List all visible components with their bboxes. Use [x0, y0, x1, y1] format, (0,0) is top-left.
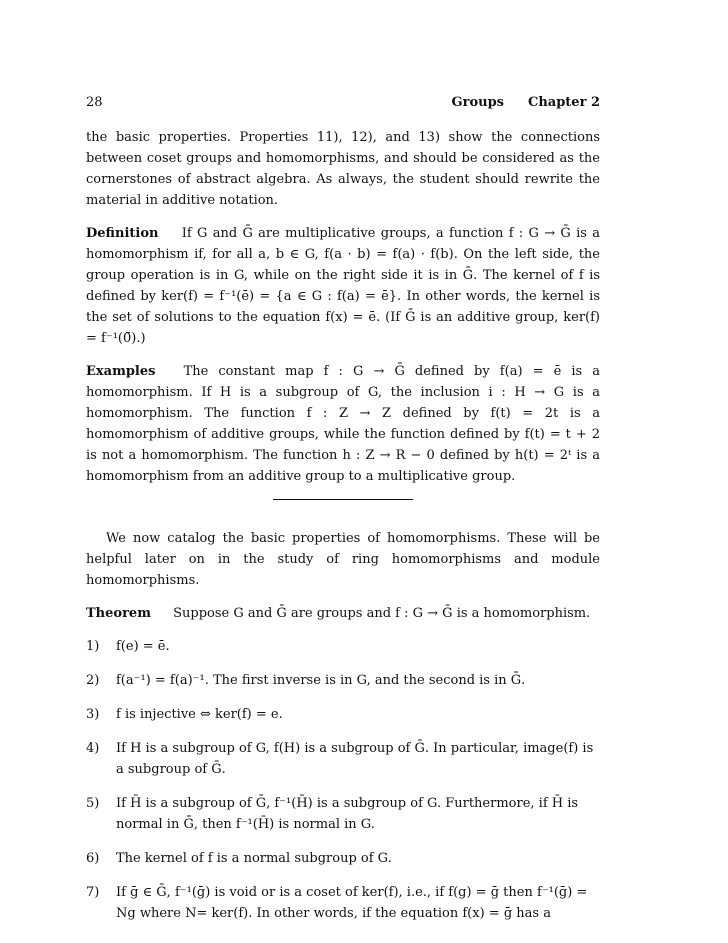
property-number: 4) — [86, 741, 100, 756]
catalog-paragraph: We now catalog the basic properties of homomorphisms. These will be helpful later on in the study of ring homomorphisms and module homomorphisms. — [86, 531, 600, 588]
page-number: 28 — [86, 95, 103, 110]
intro-paragraph: the basic properties. Properties 11), 12), and 13) show the connections between coset groups and homomorphisms, and should be considered as the cornerstones of abstract algebra. As always, the student should rewrite the material in additive notation. — [86, 130, 600, 208]
property-text: f is injective ⇔ ker(f) = e. — [116, 707, 283, 722]
property-number: 6) — [86, 851, 100, 866]
property-text: If H is a subgroup of G, f(H) is a subgroup of Ḡ. In particular, image(f) is a subgroup of Ḡ. — [116, 741, 594, 777]
property-item — [86, 670, 600, 691]
header-right — [452, 92, 601, 113]
property-item — [86, 738, 600, 780]
running-header — [86, 92, 600, 113]
property-text: f(a⁻¹) = f(a)⁻¹. The first inverse is in G, and the second is in Ḡ. — [116, 673, 526, 688]
definition-label: Definition — [86, 226, 159, 241]
definition-paragraph — [86, 223, 600, 349]
property-text: If ḡ ∈ Ḡ, f⁻¹(ḡ) is void or is a coset of ker(f), i.e., if f(g) = ḡ then f⁻¹(ḡ) = Ng where N= ker(f). In other words, if the equation f(x) = ḡ has a — [116, 885, 588, 921]
examples-label: Examples — [86, 364, 156, 379]
property-number: 1) — [86, 639, 100, 654]
property-item — [86, 882, 600, 924]
property-item — [86, 636, 600, 657]
examples-paragraph — [86, 361, 600, 487]
property-item — [86, 704, 600, 725]
theorem-text: Suppose G and Ḡ are groups and f : G → Ḡ is a homomorphism. — [173, 606, 591, 621]
property-list — [86, 636, 600, 924]
property-text: f(e) = ē. — [116, 639, 170, 654]
property-number: 5) — [86, 796, 100, 811]
theorem-paragraph — [86, 603, 600, 624]
section-title: Groups — [451, 95, 504, 110]
theorem-label: Theorem — [86, 606, 151, 621]
property-text: If H̄ is a subgroup of Ḡ, f⁻¹(H̄) is a subgroup of G. Furthermore, if H̄ is normal in Ḡ, then f⁻¹(H̄) is normal in G. — [116, 796, 579, 832]
property-text: The kernel of f is a normal subgroup of G. — [116, 851, 392, 866]
section-divider — [273, 499, 413, 500]
page — [86, 92, 600, 937]
property-item — [86, 848, 600, 869]
property-number: 3) — [86, 707, 100, 722]
examples-text: The constant map f : G → Ḡ defined by f(a) = ē is a homomorphism. If H is a subgroup of G, the inclusion i : H → G is a homomorphism. The function f : Z → Z defined by f(t) = 2t is a homomorphism of additive groups, while the function defined by f(t) = t + 2 is not a homomorphism. The function h : Z → R − 0 defined by h(t) = 2ᵗ is a homomorphism from an additive group to a multiplicative group. — [86, 364, 600, 484]
chapter-title: Chapter 2 — [527, 95, 600, 110]
property-number: 7) — [86, 885, 100, 900]
definition-text: If G and Ḡ are multiplicative groups, a function f : G → Ḡ is a homomorphism if, for all a, b ∈ G, f(a · b) = f(a) · f(b). On the left side, the group operation is in G, while on the right side it is in Ḡ. The kernel of f is defined by ker(f) = f⁻¹(ē) = {a ∈ G : f(a) = ē}. In other words, the kernel is the set of solutions to the equation f(x) = ē. (If Ḡ is an additive group, ker(f) = f⁻¹(0̄).) — [86, 226, 600, 346]
property-item — [86, 793, 600, 835]
property-number: 2) — [86, 673, 100, 688]
